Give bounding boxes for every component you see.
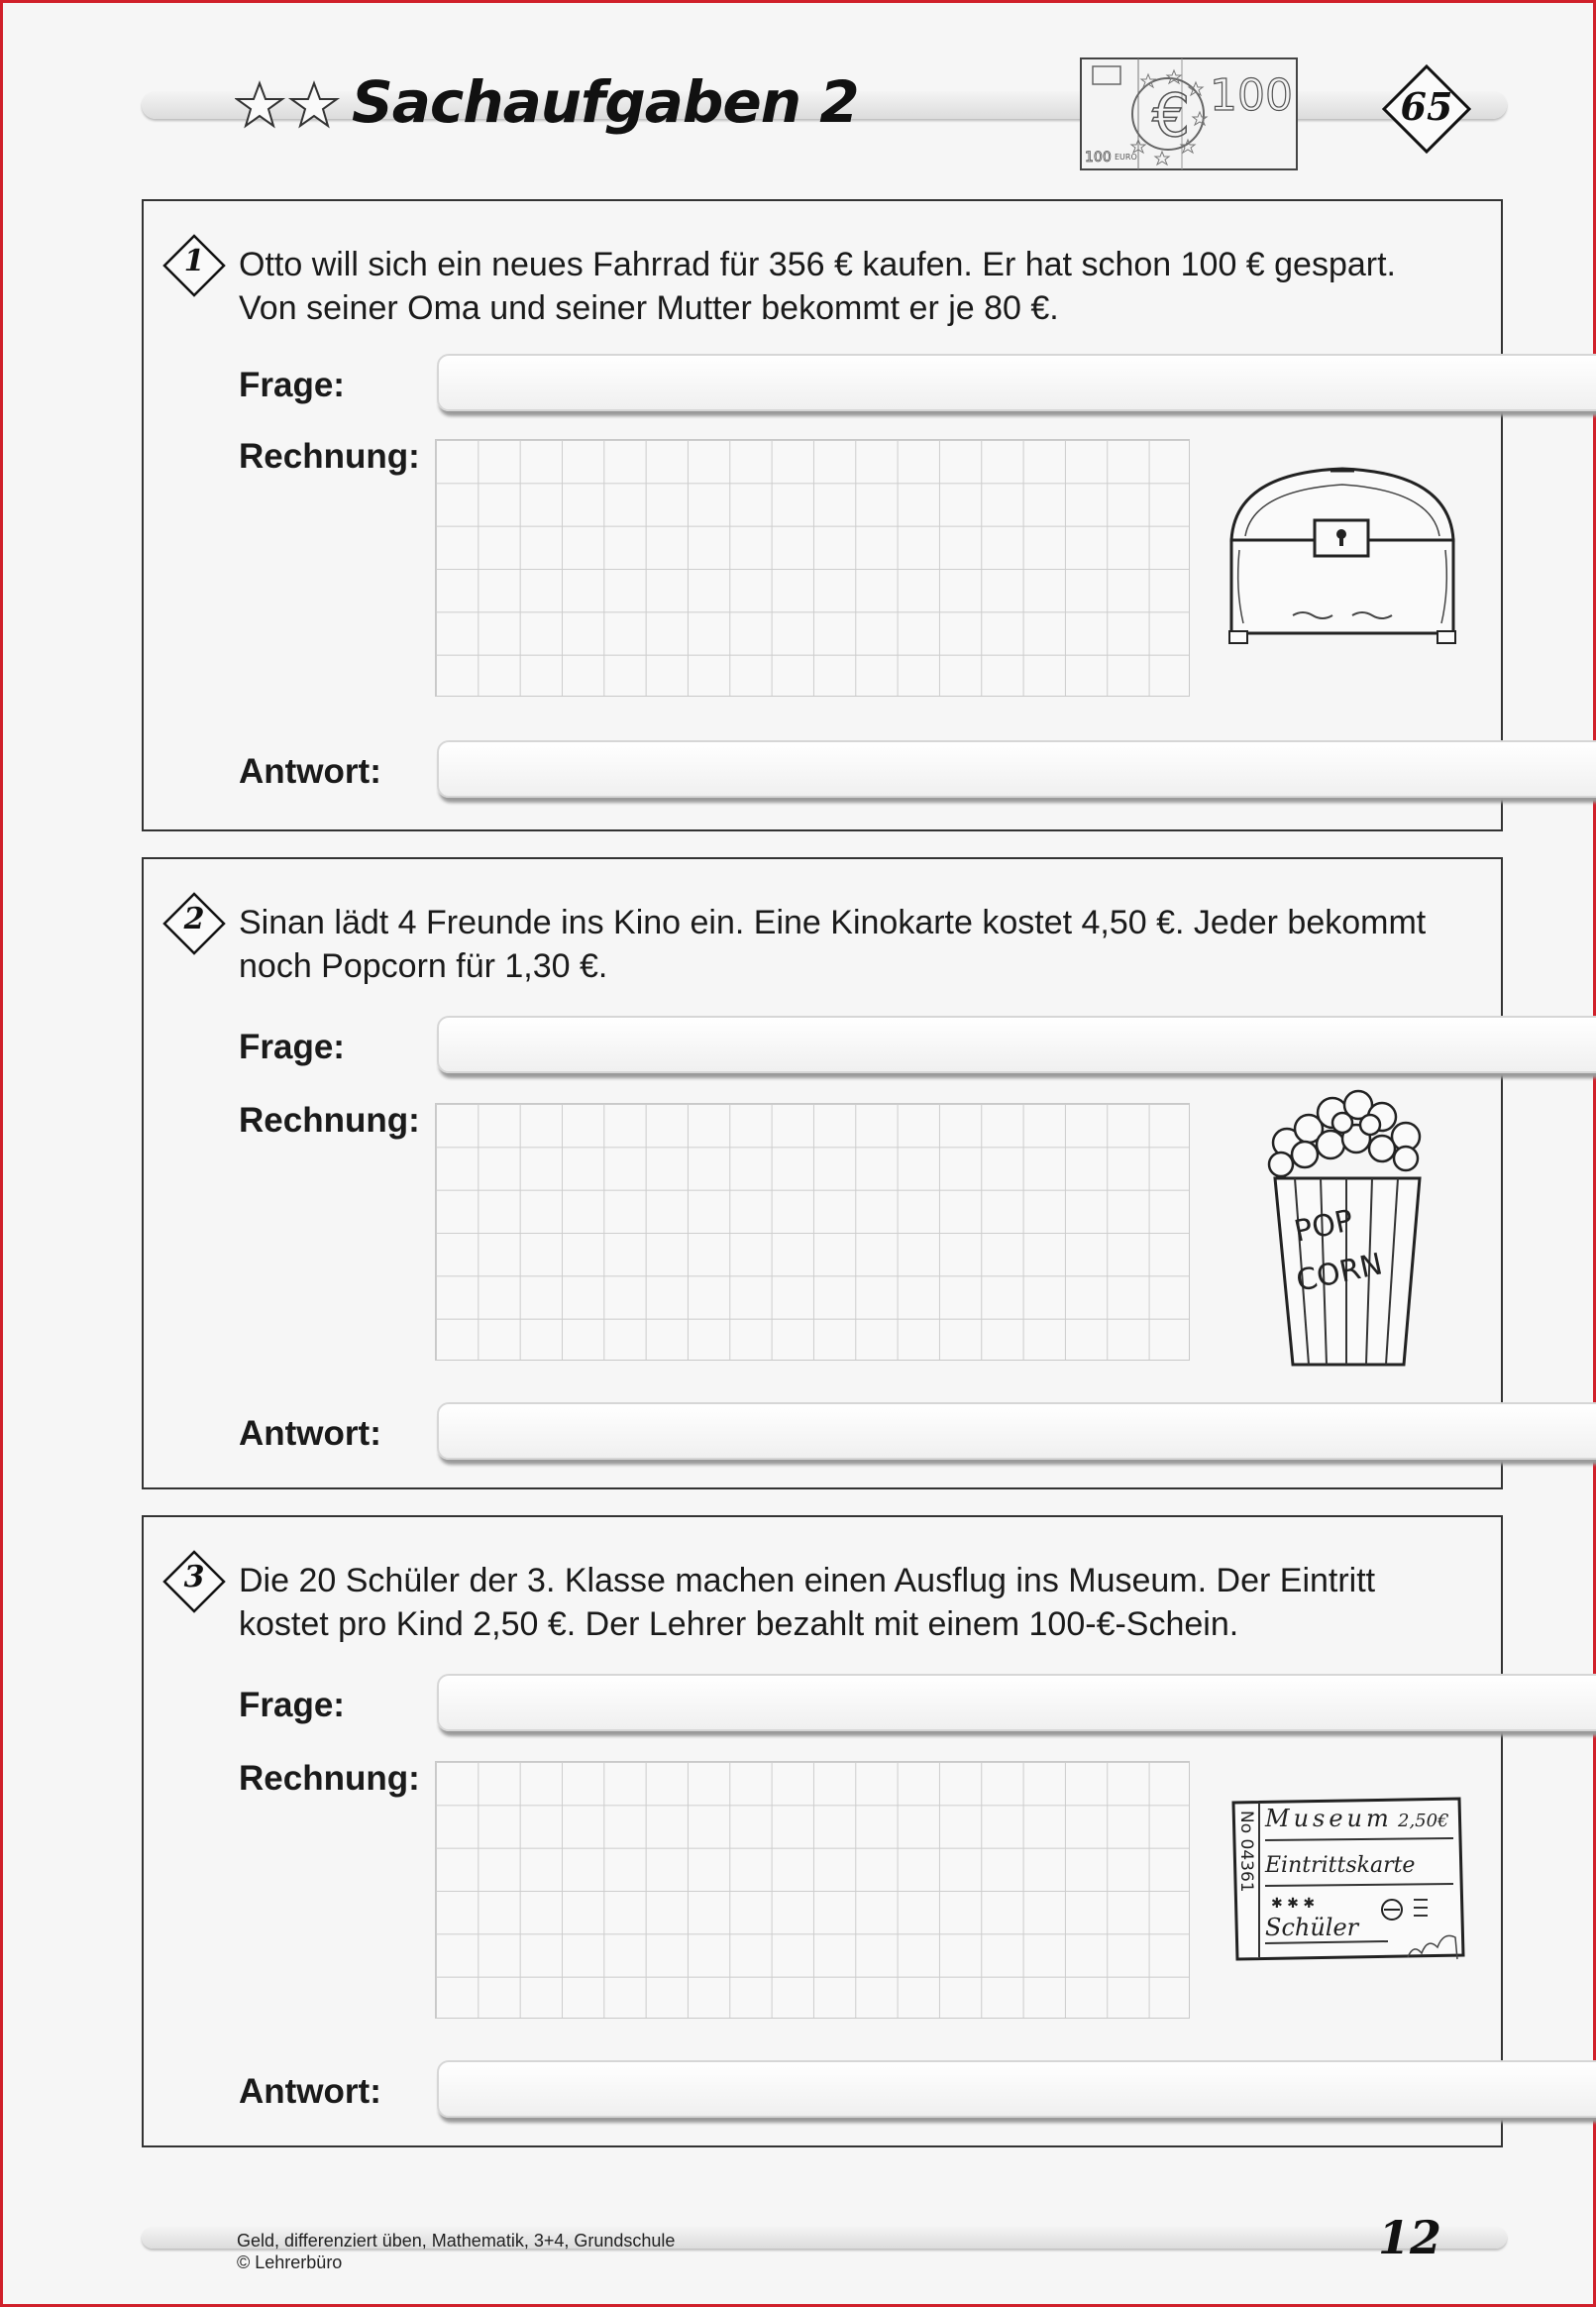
svg-text:€: € (1152, 81, 1191, 151)
footer-credits (237, 2230, 675, 2273)
answer-input[interactable] (437, 2060, 1596, 2118)
page-title: Sachaufgaben 2 (352, 68, 859, 136)
task-number: 1 (183, 244, 205, 278)
question-input[interactable] (437, 354, 1596, 411)
difficulty-stars-icon (235, 80, 344, 130)
footer-copyright: © Lehrerbüro (237, 2252, 343, 2272)
popcorn-label-2: CORN (1293, 1247, 1386, 1299)
question-label: Frage: (239, 366, 345, 404)
task-3-card (142, 1515, 1503, 2147)
museum-ticket-icon (1229, 1797, 1467, 1961)
answer-input[interactable] (437, 1402, 1596, 1460)
task-number-badge (161, 233, 227, 298)
ticket-type: Eintrittskarte (1265, 1853, 1416, 1878)
footer-page-number: 12 (1378, 2211, 1442, 2264)
task-text (239, 243, 1477, 330)
task-text-line: Die 20 Schüler der 3. Klasse machen einen Ausflug ins Museum. Der Eintritt (239, 1562, 1376, 1599)
page-number-badge (1380, 62, 1473, 156)
answer-label: Antwort: (239, 2072, 381, 2111)
treasure-chest-icon (1224, 461, 1461, 649)
task-1-card (142, 199, 1503, 831)
question-input[interactable] (437, 1674, 1596, 1731)
page-badge-number: 65 (1400, 84, 1453, 129)
calculation-grid[interactable] (435, 1103, 1190, 1361)
task-number-badge (161, 1549, 227, 1614)
question-input[interactable] (437, 1016, 1596, 1073)
task-number-badge (161, 891, 227, 956)
question-label: Frage: (239, 1028, 345, 1066)
ticket-holder: Schüler (1265, 1914, 1359, 1941)
answer-input[interactable] (437, 740, 1596, 798)
task-number: 3 (183, 1560, 205, 1594)
calculation-grid[interactable] (435, 1761, 1190, 2019)
task-number: 2 (183, 902, 205, 936)
footer-line: Geld, differenziert üben, Mathematik, 3+4, Grundschule (237, 2231, 676, 2251)
calculation-grid[interactable] (435, 439, 1190, 697)
task-text (239, 1559, 1477, 1646)
task-text-line: kostet pro Kind 2,50 €. Der Lehrer bezahlt mit einem 100-€-Schein. (239, 1605, 1239, 1643)
task-text (239, 901, 1477, 988)
banknote-icon (1079, 56, 1299, 171)
answer-label: Antwort: (239, 752, 381, 791)
banknote-currency: EURO (1115, 153, 1137, 162)
task-text-line: Sinan lädt 4 Freunde ins Kino ein. Eine Kinokarte kostet 4,50 €. Jeder bekommt (239, 904, 1427, 941)
task-2-card (142, 857, 1503, 1489)
ticket-price: 2,50€ (1398, 1811, 1449, 1831)
question-label: Frage: (239, 1686, 345, 1724)
ticket-title: Museum (1265, 1805, 1393, 1832)
popcorn-label-1: POP (1291, 1203, 1357, 1250)
task-text-line: noch Popcorn für 1,30 €. (239, 947, 608, 985)
calculation-label: Rechnung: (239, 1101, 420, 1140)
svg-text:✱ ✱ ✱: ✱ ✱ ✱ (1271, 1896, 1316, 1912)
ticket-serial: No 04361 (1236, 1811, 1256, 1893)
calculation-label: Rechnung: (239, 437, 420, 476)
banknote-value: 100 (1210, 70, 1293, 121)
calculation-label: Rechnung: (239, 1759, 420, 1798)
banknote-small-value: 100 (1085, 150, 1112, 165)
task-text-line: Von seiner Oma und seiner Mutter bekommt er je 80 €. (239, 289, 1059, 327)
answer-label: Antwort: (239, 1414, 381, 1453)
task-text-line: Otto will sich ein neues Fahrrad für 356 € kaufen. Er hat schon 100 € gespart. (239, 246, 1397, 283)
popcorn-icon (1247, 1083, 1445, 1371)
